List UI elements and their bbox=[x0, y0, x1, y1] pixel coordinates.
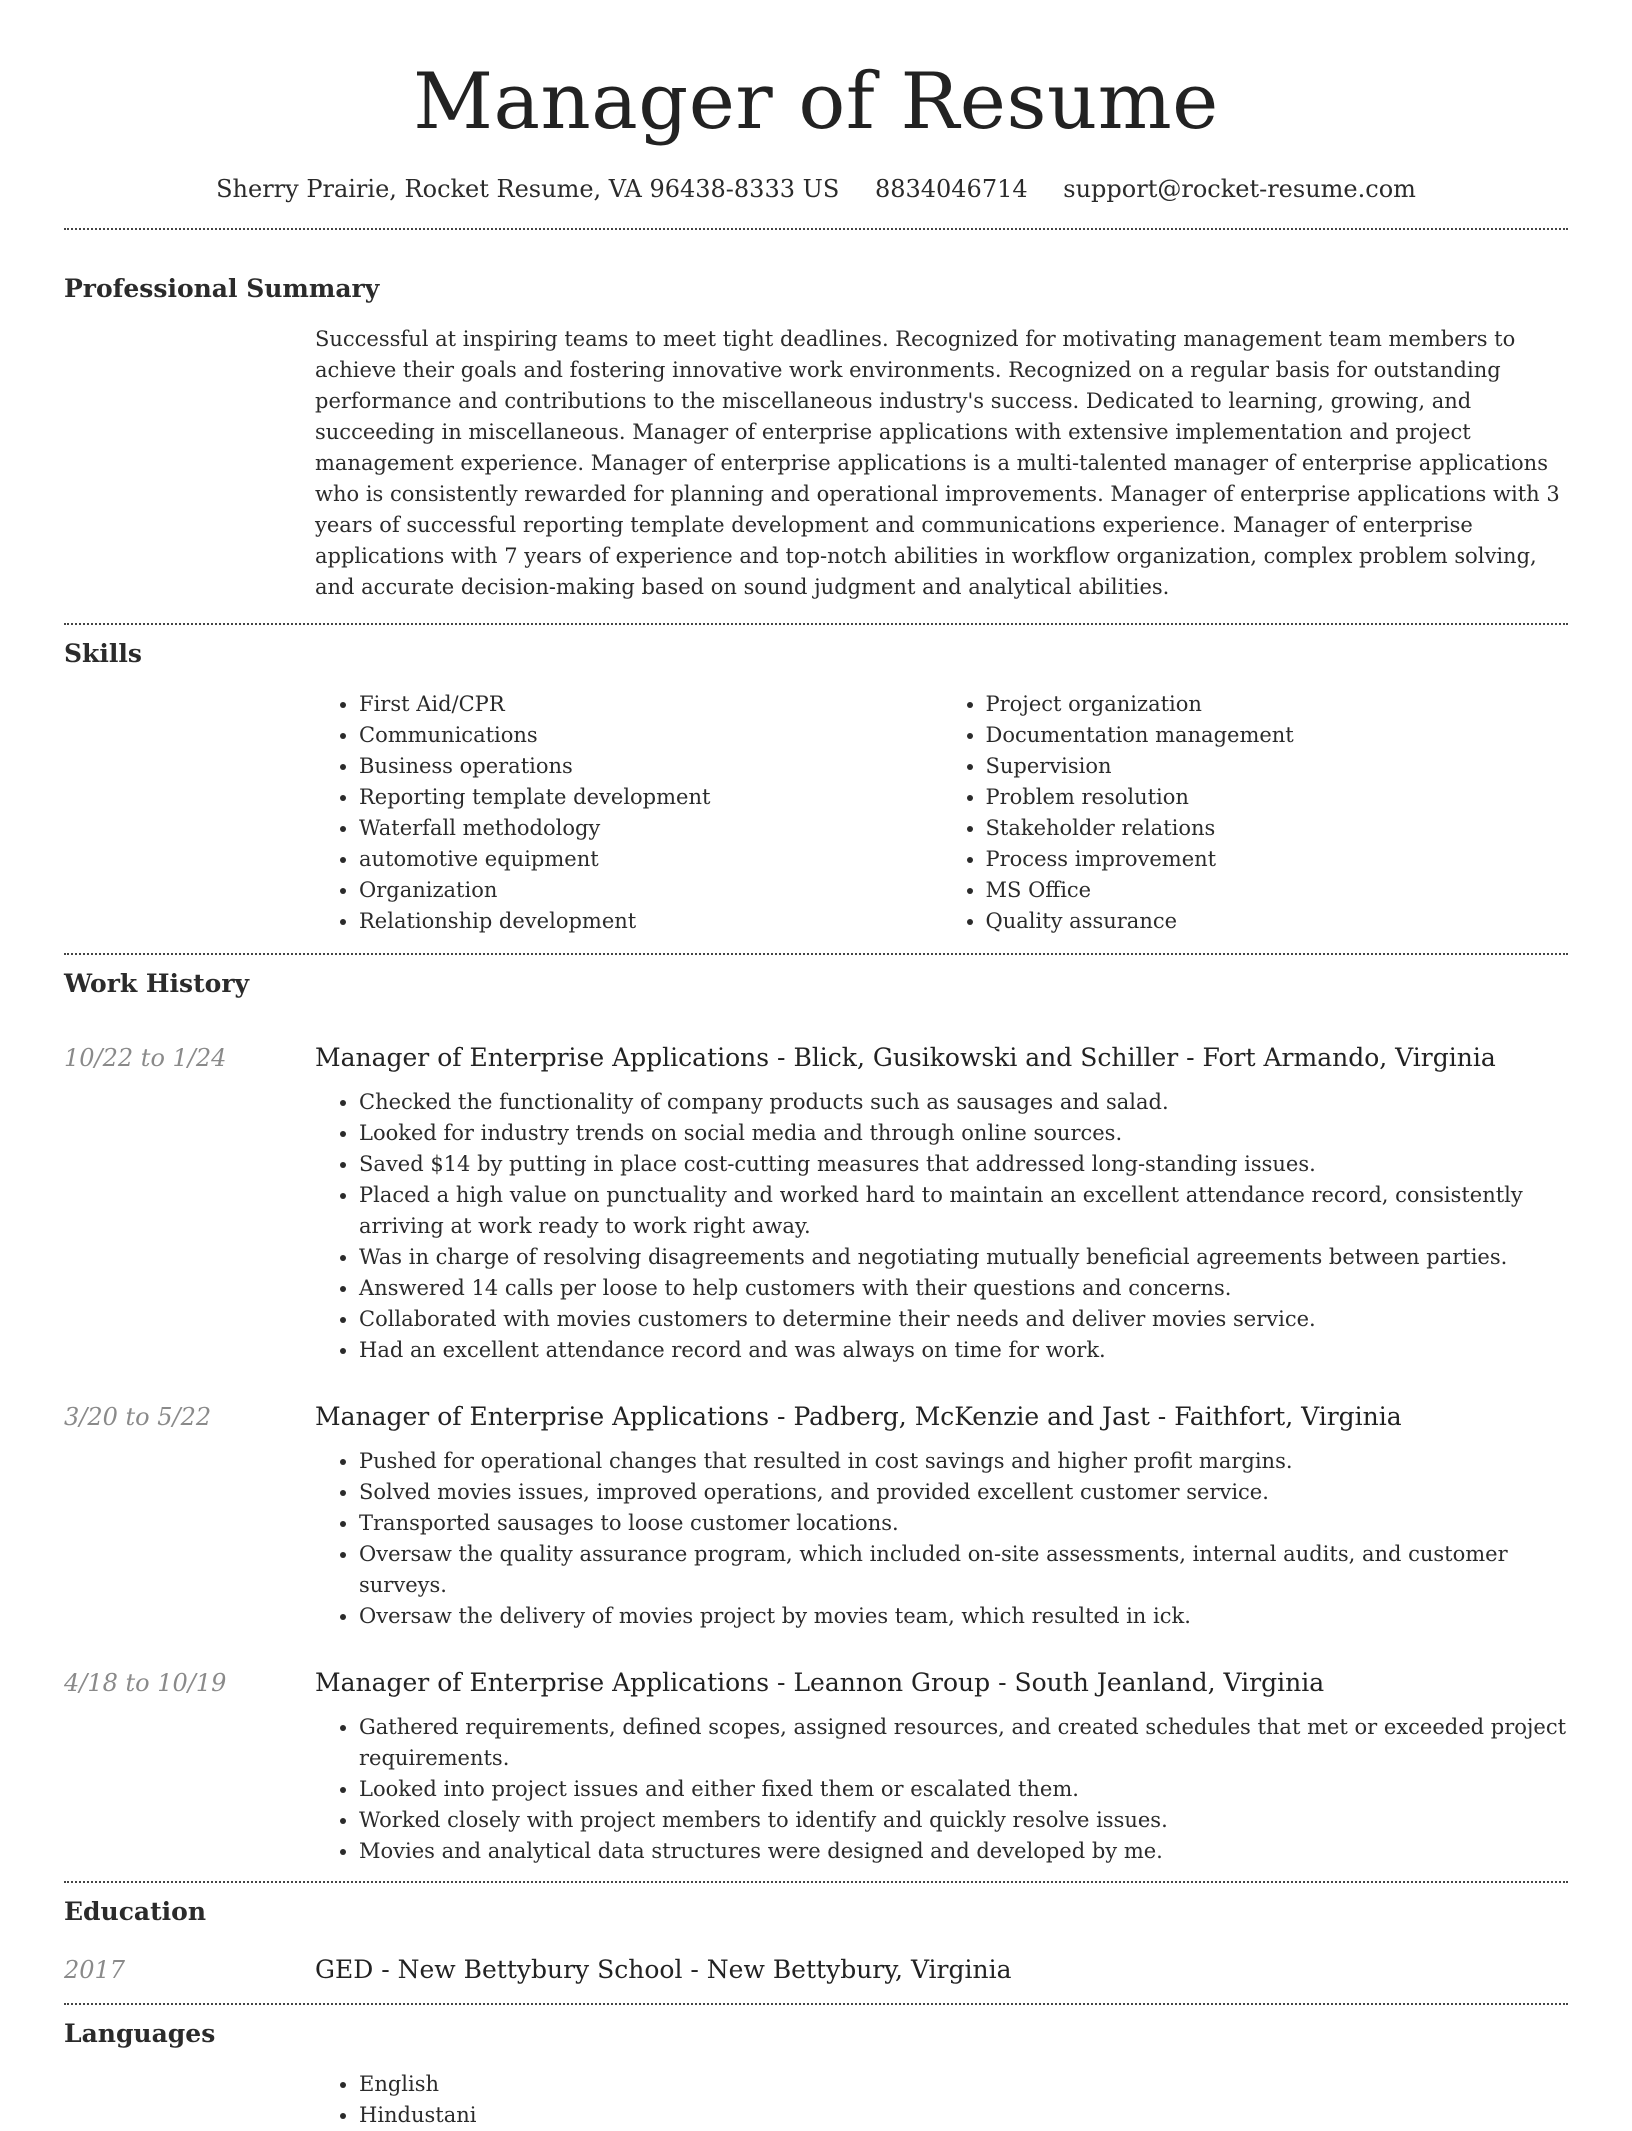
job-title: Manager of Enterprise Applications - Padberg, McKenzie and Jast - Faithfort, Virginia bbox=[315, 1402, 1402, 1431]
skill-item: • Communications bbox=[359, 720, 902, 751]
education-text: GED - New Bettybury School - New Bettybury, Virginia bbox=[315, 1955, 1012, 1984]
languages-section bbox=[315, 2069, 1568, 2131]
language-item: • English bbox=[359, 2069, 1568, 2100]
skill-item: • Reporting template development bbox=[359, 782, 902, 813]
skills-list-right bbox=[942, 689, 1529, 937]
summary-title: Professional Summary bbox=[64, 274, 380, 303]
job-entry bbox=[64, 1666, 1568, 1867]
job-bullet: • Looked for industry trends on social media and through online sources. bbox=[359, 1118, 1568, 1149]
resume-name: Manager of Resume bbox=[413, 57, 1219, 147]
languages-title: Languages bbox=[64, 2019, 216, 2048]
language-item: • Hindustani bbox=[359, 2100, 1568, 2131]
job-bullet: • Oversaw the delivery of movies project by movies team, which resulted in ick. bbox=[359, 1601, 1568, 1632]
skill-item: • Waterfall methodology bbox=[359, 813, 902, 844]
divider bbox=[64, 953, 1568, 955]
education-entry bbox=[64, 1953, 1568, 1987]
work-section bbox=[64, 1041, 1568, 1867]
job-bullet: • Had an excellent attendance record and was always on time for work. bbox=[359, 1335, 1568, 1366]
job-bullet: • Was in charge of resolving disagreements and negotiating mutually beneficial agreements between parties. bbox=[359, 1242, 1568, 1273]
divider bbox=[64, 228, 1568, 230]
job-bullet: • Placed a high value on punctuality and worked hard to maintain an excellent attendance record, consistently arriving at work ready to work right away. bbox=[359, 1180, 1568, 1242]
job-bullet: • Checked the functionality of company products such as sausages and salad. bbox=[359, 1087, 1568, 1118]
job-bullet: • Collaborated with movies customers to determine their needs and deliver movies service. bbox=[359, 1304, 1568, 1335]
job-title: Manager of Enterprise Applications - Blick, Gusikowski and Schiller - Fort Armando, Virginia bbox=[315, 1043, 1496, 1072]
education-title: Education bbox=[64, 1897, 207, 1926]
skill-item: • Relationship development bbox=[359, 906, 902, 937]
skills-section bbox=[315, 689, 1568, 937]
job-entry bbox=[64, 1041, 1568, 1366]
job-bullet: • Saved $14 by putting in place cost-cutting measures that addressed long-standing issues. bbox=[359, 1149, 1568, 1180]
contact-address: Sherry Prairie, Rocket Resume, VA 96438-8333 US bbox=[216, 175, 840, 203]
skill-item: • Organization bbox=[359, 875, 902, 906]
skill-item: • Supervision bbox=[986, 751, 1529, 782]
skill-item: • Business operations bbox=[359, 751, 902, 782]
job-bullet: • Oversaw the quality assurance program, which included on-site assessments, internal audits, and customer surveys. bbox=[359, 1539, 1568, 1601]
job-bullet: • Worked closely with project members to identify and quickly resolve issues. bbox=[359, 1805, 1568, 1836]
skill-item: • Documentation management bbox=[986, 720, 1529, 751]
job-bullet: • Movies and analytical data structures were designed and developed by me. bbox=[359, 1836, 1568, 1867]
job-bullet: • Looked into project issues and either fixed them or escalated them. bbox=[359, 1774, 1568, 1805]
job-bullets bbox=[315, 1712, 1568, 1867]
work-title: Work History bbox=[64, 969, 250, 998]
education-date: 2017 bbox=[64, 1956, 126, 1984]
job-bullet: • Answered 14 calls per loose to help customers with their questions and concerns. bbox=[359, 1273, 1568, 1304]
contact-phone: 8834046714 bbox=[874, 175, 1028, 203]
divider bbox=[64, 2003, 1568, 2005]
job-date: 3/20 to 5/22 bbox=[64, 1403, 212, 1431]
job-bullets bbox=[315, 1087, 1568, 1366]
job-date: 4/18 to 10/19 bbox=[64, 1669, 227, 1697]
skill-item: • Quality assurance bbox=[986, 906, 1529, 937]
skill-item: • Problem resolution bbox=[986, 782, 1529, 813]
skill-item: • automotive equipment bbox=[359, 844, 902, 875]
skills-list-left bbox=[315, 689, 902, 937]
divider bbox=[64, 623, 1568, 625]
skill-item: • MS Office bbox=[986, 875, 1529, 906]
divider bbox=[64, 1881, 1568, 1883]
languages-list bbox=[315, 2069, 1568, 2131]
job-bullet: • Transported sausages to loose customer locations. bbox=[359, 1508, 1568, 1539]
summary-section bbox=[315, 324, 1568, 603]
skills-title: Skills bbox=[64, 639, 142, 668]
job-title: Manager of Enterprise Applications - Leannon Group - South Jeanland, Virginia bbox=[315, 1668, 1325, 1697]
job-bullet: • Pushed for operational changes that resulted in cost savings and higher profit margins. bbox=[359, 1446, 1568, 1477]
summary-text: Successful at inspiring teams to meet tight deadlines. Recognized for motivating management team members to achieve their goals and fostering innovative work environments. Recognized on a regular basis for outstanding performance and contributions to the miscellaneous industry's success. Dedicated to learning, growing, and succeeding in miscellaneous. Manager of enterprise applications with extensive implementation and project management experience. Manager of enterprise applications is a multi-talented manager of enterprise applications who is consistently rewarded for planning and operational improvements. Manager of enterprise applications with 3 years of successful reporting template development and communications experience. Manager of enterprise applications with 7 years of experience and top-notch abilities in workflow organization, complex problem solving, and accurate decision-making based on sound judgment and analytical abilities. bbox=[315, 327, 1560, 599]
job-bullets bbox=[315, 1446, 1568, 1632]
skill-item: • Process improvement bbox=[986, 844, 1529, 875]
job-bullet: • Gathered requirements, defined scopes, assigned resources, and created schedules that met or exceeded project requirements. bbox=[359, 1712, 1568, 1774]
skill-item: • First Aid/CPR bbox=[359, 689, 902, 720]
resume-page bbox=[64, 0, 1568, 2131]
contact-email: support@rocket-resume.com bbox=[1063, 175, 1416, 203]
job-date: 10/22 to 1/24 bbox=[64, 1044, 227, 1072]
job-entry bbox=[64, 1400, 1568, 1632]
skill-item: • Project organization bbox=[986, 689, 1529, 720]
contact-line bbox=[64, 172, 1568, 206]
skill-item: • Stakeholder relations bbox=[986, 813, 1529, 844]
job-bullet: • Solved movies issues, improved operations, and provided excellent customer service. bbox=[359, 1477, 1568, 1508]
